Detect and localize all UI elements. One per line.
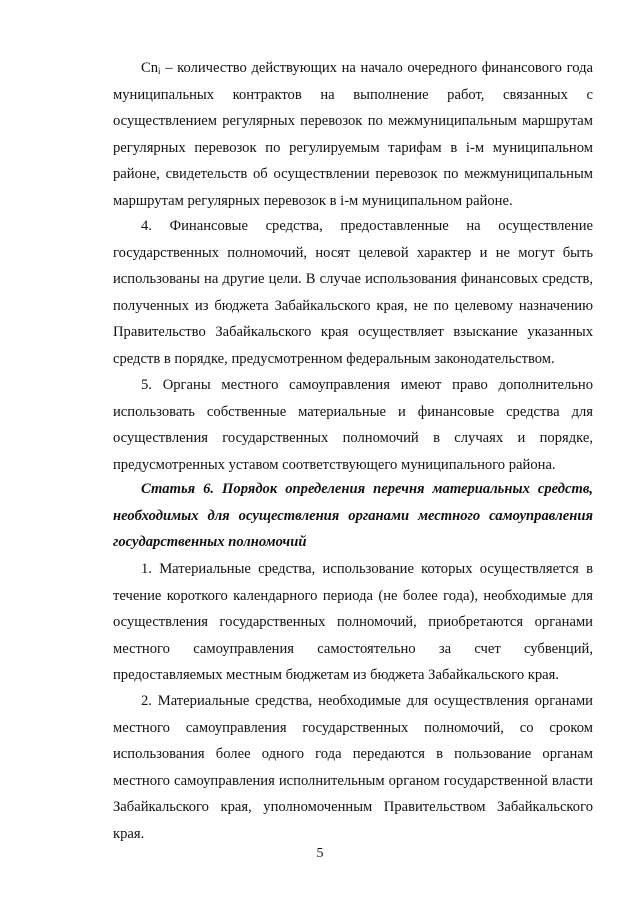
article-6-heading-text: Статья 6. Порядок определения перечня материальных средств, необходимых для осуществления органами местного самоуправления государственных полномочий (113, 481, 593, 550)
article-6-item-2-text: 2. Материальные средства, необходимые для осуществления органами местного самоуправления государственных полномочий, со сроком использования более одного года передаются в пользование органам местного самоуправления исполнительным органом государственной власти Забайкальского края, уполномоченным Правительством Забайкальского края. (113, 693, 593, 842)
paragraph-4 (113, 213, 593, 372)
article-6-item-2 (113, 688, 593, 847)
cn-symbol: $Cn_i$ (141, 60, 161, 76)
paragraph-4-text: 4. Финансовые средства, предоставленные на осуществление государственных полномочий, носят целевой характер и не могут быть использованы на другие цели. В случае использования финансовых средств, полученных из бюджета Забайкальского края, не по целевому назначению Правительство Забайкальского края осуществляет взыскание указанных средств в порядке, предусмотренном федеральным законодательством. (113, 218, 593, 367)
article-6-item-1 (113, 556, 593, 689)
article-6-item-1-text: 1. Материальные средства, использование которых осуществляется в течение короткого календарного периода (не более года), необходимые для осуществления государственных полномочий, приобретаются органами местного самоуправления самостоятельно за счет субвенций, предоставляемых местным бюджетам из бюджета Забайкальского края. (113, 561, 593, 683)
paragraph-5 (113, 372, 593, 478)
page-number: 5 (316, 846, 324, 861)
article-6-heading (113, 476, 593, 556)
cn-definition-body: – количество действующих на начало очередного финансового года муниципальных контрактов на выполнение работ, связанных с осуществлением регулярных перевозок по межмуниципальным маршрутам регулярных перевозок по регулируемым тарифам в i-м муниципальном районе, свидетельств об осуществлении перевозок по межмуниципальным маршрутам регулярных перевозок в i-м муниципальном районе. (113, 60, 593, 209)
paragraph-5-text: 5. Органы местного самоуправления имеют право дополнительно использовать собственные материальные и финансовые средства для осуществления государственных полномочий в случаях и порядке, предусмотренных уставом соответствующего муниципального района. (113, 377, 593, 473)
paragraph-cn-definition (113, 55, 593, 214)
cn-definition-text (113, 55, 593, 214)
